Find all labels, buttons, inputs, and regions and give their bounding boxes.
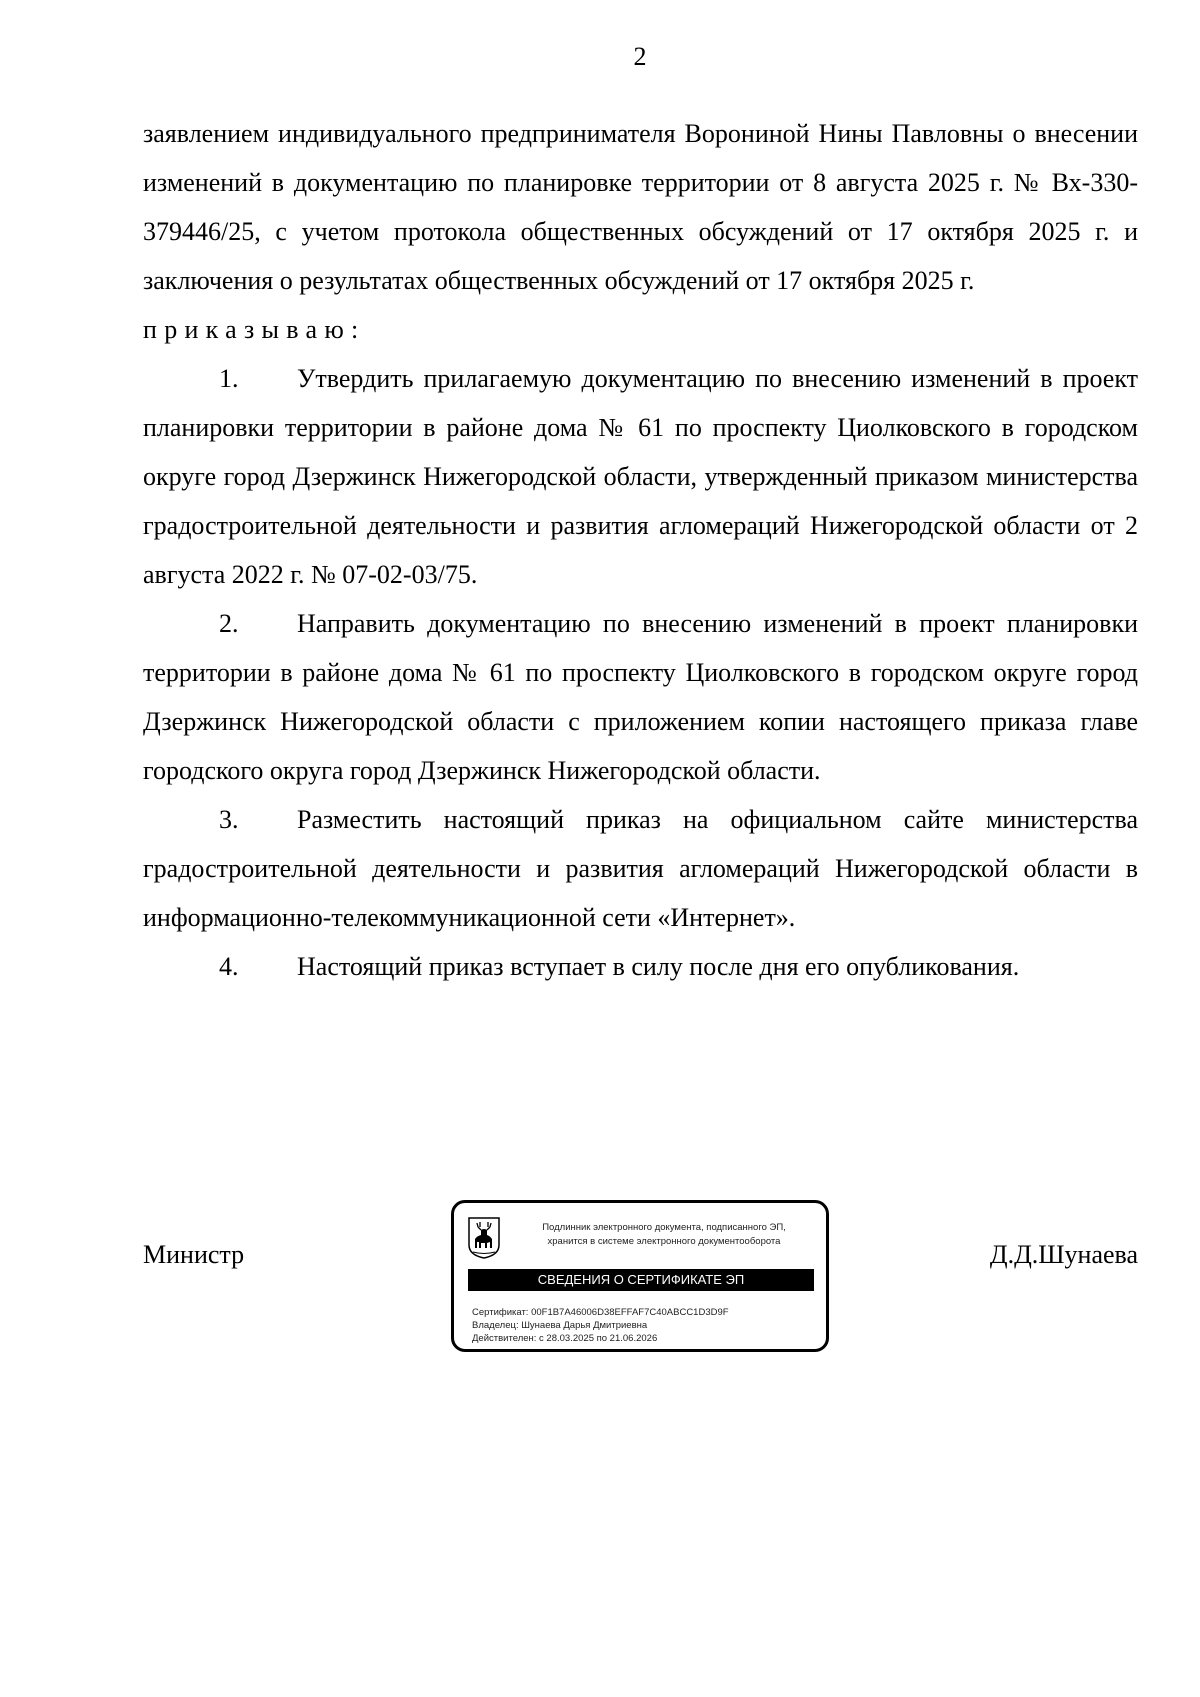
- stamp-header-line: хранится в системе электронного документооборота: [547, 1236, 781, 1247]
- item-number: 2.: [219, 609, 239, 638]
- item-text: Настоящий приказ вступает в силу после дня его опубликования.: [297, 952, 1020, 981]
- order-item-1: [143, 354, 1138, 599]
- item-text: Направить документацию по внесению изменений в проект планировки территории в районе дома № 61 по проспекту Циолковского в городском округе город Дзержинск Нижегородской области с приложением копии настоящего приказа главе городского округа город Дзержинск Нижегородской области.: [143, 609, 1138, 785]
- certificate-validity: Действителен: с 28.03.2025 по 21.06.2026: [472, 1333, 658, 1344]
- stamp-header-line: Подлинник электронного документа, подписанного ЭП,: [542, 1222, 786, 1233]
- document-body: [143, 109, 1138, 991]
- item-number: 1.: [219, 364, 239, 393]
- certificate-info-bar: СВЕДЕНИЯ О СЕРТИФИКАТЕ ЭП: [468, 1269, 814, 1291]
- item-number: 3.: [219, 805, 239, 834]
- signer-title: Министр: [143, 1240, 245, 1269]
- certificate-number: Сертификат: 00F1B7A46006D38EFFAF7C40ABCC1D3D9F: [472, 1307, 729, 1318]
- order-item-3: [143, 795, 1138, 942]
- page-number: 2: [633, 42, 647, 71]
- signer-name: Д.Д.Шунаева: [989, 1240, 1138, 1269]
- stamp-header: [514, 1221, 814, 1249]
- electronic-signature-stamp: [451, 1200, 829, 1352]
- nizhny-novgorod-deer-emblem-icon: [468, 1217, 500, 1259]
- item-text: Разместить настоящий приказ на официальном сайте министерства градостроительной деятельности и развития агломераций Нижегородской области в информационно-телекоммуникационной сети «Интернет».: [143, 805, 1138, 932]
- intro-paragraph: заявлением индивидуального предпринимателя Ворониной Нины Павловны о внесении изменений в документацию по планировке территории от 8 августа 2025 г. № Вх-330-379446/25, с учетом протокола общественных обсуждений от 17 октября 2025 г. и заключения о результатах общественных обсуждений от 17 октября 2025 г.: [143, 119, 1138, 295]
- certificate-details: [472, 1306, 729, 1345]
- item-text: Утвердить прилагаемую документацию по внесению изменений в проект планировки территории в районе дома № 61 по проспекту Циолковского в городском округе город Дзержинск Нижегородской области, утвержденный приказом министерства градостроительной деятельности и развития агломераций Нижегородской области от 2 августа 2022 г. № 07-02-03/75.: [143, 364, 1138, 589]
- order-item-2: [143, 599, 1138, 795]
- order-item-4: [143, 942, 1138, 991]
- item-number: 4.: [219, 952, 239, 981]
- order-word: приказываю:: [143, 315, 366, 344]
- certificate-owner: Владелец: Шунаева Дарья Дмитриевна: [472, 1320, 648, 1331]
